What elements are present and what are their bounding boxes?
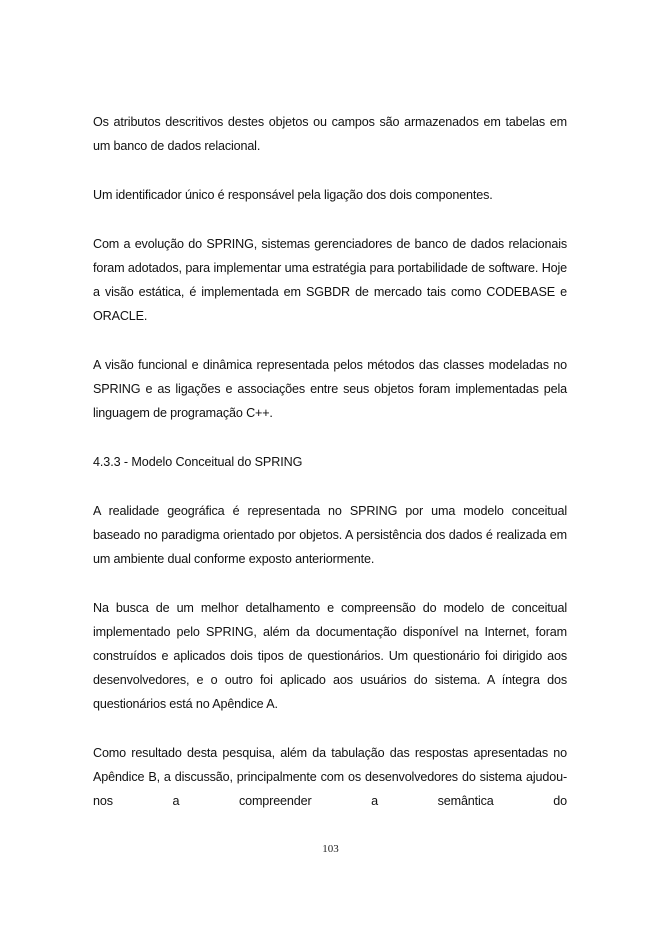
page-number: 103: [322, 843, 339, 855]
paragraph-research-result: Como resultado desta pesquisa, além da tabulação das respostas apresentadas no Apêndice B, a discussão, principalmente com os desenvolvedores do sistema ajudou-nos a compreender a semântica do: [93, 746, 567, 808]
paragraph-functional-view: A visão funcional e dinâmica representada pelos métodos das classes modeladas no SPRING e as ligações e associações entre seus objetos foram implementadas pela linguagem de programação C++.: [93, 358, 567, 420]
page-body: [93, 110, 567, 813]
paragraph-spring-evolution: Com a evolução do SPRING, sistemas gerenciadores de banco de dados relacionais foram adotados, para implementar uma estratégia para portabilidade de software. Hoje a visão estática, é implementada em SGBDR de mercado tais como CODEBASE e ORACLE.: [93, 237, 567, 323]
paragraph-unique-identifier: Um identificador único é responsável pela ligação dos dois componentes.: [93, 188, 493, 202]
paragraph-geographic-reality: A realidade geográfica é representada no SPRING por uma modelo conceitual baseado no paradigma orientado por objetos. A persistência dos dados é realizada em um ambiente dual conforme exposto anteriormente.: [93, 504, 567, 566]
paragraph-questionnaires: Na busca de um melhor detalhamento e compreensão do modelo de conceitual implementado pelo SPRING, além da documentação disponível na Internet, foram construídos e aplicados dois tipos de questionários. Um questionário foi dirigido aos desenvolvedores, e o outro foi aplicado aos usuários do sistema. A íntegra dos questionários está no Apêndice A.: [93, 601, 567, 711]
section-heading: 4.3.3 - Modelo Conceitual do SPRING: [93, 455, 303, 469]
paragraph-attributes-storage: Os atributos descritivos destes objetos ou campos são armazenados em tabelas em um banco de dados relacional.: [93, 115, 567, 153]
